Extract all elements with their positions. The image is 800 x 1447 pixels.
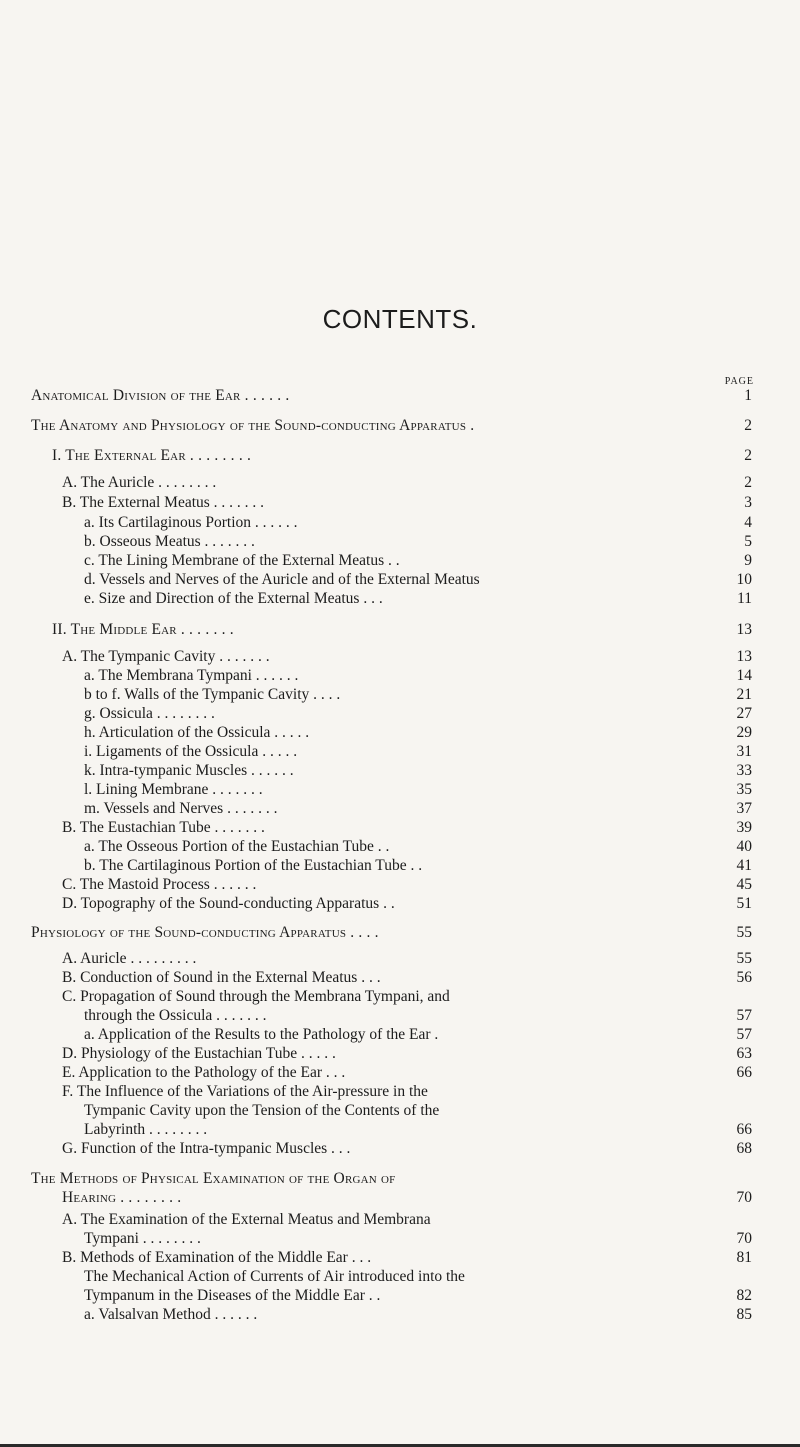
toc-entry-label: through the Ossicula . . . . . . .: [84, 1007, 267, 1024]
toc-entry-page: 3: [744, 494, 752, 511]
toc-entry-page: 2: [744, 474, 752, 491]
toc-entry-label: Anatomical Division of the Ear . . . . . .: [31, 387, 290, 404]
toc-entry-page: 2: [744, 417, 752, 434]
toc-entry: [0, 875, 800, 895]
toc-entry: [0, 780, 800, 800]
toc-entry: [0, 589, 800, 609]
toc-entry: [0, 666, 800, 686]
toc-entry-label: A. The Examination of the External Meatus and Membrana: [62, 1211, 431, 1228]
toc-entry-label: B. The Eustachian Tube . . . . . . .: [62, 819, 265, 836]
toc-entry-page: 57: [736, 1007, 752, 1024]
toc-entry-page: 70: [736, 1189, 752, 1206]
toc-entry: [0, 532, 800, 552]
toc-entry-page: 41: [736, 857, 752, 874]
toc-entry-page: 37: [736, 800, 752, 817]
toc-entry: [0, 1305, 800, 1325]
toc-entry-page: 33: [736, 762, 752, 779]
toc-entry-page: 21: [736, 686, 752, 703]
toc-entry: [0, 513, 800, 533]
toc-entry-page: 66: [736, 1121, 752, 1138]
toc-entry: [0, 1286, 800, 1306]
toc-entry-page: 55: [736, 924, 752, 941]
page-title: CONTENTS.: [322, 304, 478, 334]
toc-entry: [0, 1082, 800, 1102]
toc-entry-label: h. Articulation of the Ossicula . . . . .: [84, 724, 310, 741]
toc-entry-page: 11: [737, 590, 752, 607]
toc-entry-label: Hearing . . . . . . . .: [62, 1189, 182, 1206]
toc-entry-label: c. The Lining Membrane of the External Meatus . .: [84, 552, 400, 569]
toc-entry: [0, 894, 800, 914]
toc-entry-label: A. Auricle . . . . . . . . .: [62, 950, 197, 967]
toc-entry-label: D. Physiology of the Eustachian Tube . . . . .: [62, 1045, 336, 1062]
toc-entry-label: B. Conduction of Sound in the External Meatus . . .: [62, 969, 381, 986]
toc-entry-page: 82: [736, 1287, 752, 1304]
toc-entry: [0, 923, 800, 943]
toc-entry: [0, 818, 800, 838]
toc-entry: [0, 1248, 800, 1268]
toc-entry-page: 63: [736, 1045, 752, 1062]
toc-entry-page: 13: [736, 648, 752, 665]
toc-entry: [0, 473, 800, 493]
toc-entry-label: Tympanic Cavity upon the Tension of the Contents of the: [84, 1102, 440, 1119]
toc-entry: [0, 1006, 800, 1026]
toc-entry: [0, 837, 800, 857]
toc-entry-label: I. The External Ear . . . . . . . .: [52, 447, 252, 464]
toc-entry: [0, 446, 800, 466]
toc-entry-page: 45: [736, 876, 752, 893]
toc-entry-label: i. Ligaments of the Ossicula . . . . .: [84, 743, 298, 760]
toc-entry-label: d. Vessels and Nerves of the Auricle and of the External Meatus: [84, 571, 480, 588]
toc-entry: [0, 647, 800, 667]
toc-entry: [0, 1188, 800, 1208]
page-column-label: PAGE: [724, 376, 754, 387]
toc-entry: [0, 1210, 800, 1230]
toc-entry: [0, 570, 800, 590]
toc-entry-page: 70: [736, 1230, 752, 1247]
toc-entry-page: 85: [736, 1306, 752, 1323]
toc-entry: [0, 761, 800, 781]
toc-entry-page: 31: [736, 743, 752, 760]
toc-entry-label: Physiology of the Sound-conducting Apparatus . . . .: [31, 924, 379, 941]
toc-entry: [0, 799, 800, 819]
toc-entry: [0, 493, 800, 513]
toc-entry-label: C. Propagation of Sound through the Membrana Tympani, and: [62, 988, 450, 1005]
toc-entry-page: 66: [736, 1064, 752, 1081]
toc-entry-label: m. Vessels and Nerves . . . . . . .: [84, 800, 278, 817]
toc-entry-page: 35: [736, 781, 752, 798]
toc-entry-page: 9: [744, 552, 752, 569]
toc-entry-label: The Anatomy and Physiology of the Sound-conducting Apparatus .: [31, 417, 475, 434]
toc-entry-label: The Mechanical Action of Currents of Air introduced into the: [84, 1268, 465, 1285]
toc-entry-label: b. Osseous Meatus . . . . . . .: [84, 533, 255, 550]
toc-entry-page: 5: [744, 533, 752, 550]
toc-entry-page: 14: [736, 667, 752, 684]
toc-entry: [0, 1101, 800, 1121]
toc-entry-label: a. Its Cartilaginous Portion . . . . . .: [84, 514, 298, 531]
toc-entry: [0, 416, 800, 436]
toc-entry-page: 39: [736, 819, 752, 836]
toc-entry: [0, 968, 800, 988]
toc-entry-page: 4: [744, 514, 752, 531]
toc-entry: [0, 1267, 800, 1287]
toc-entry-label: a. Application of the Results to the Pathology of the Ear .: [84, 1026, 439, 1043]
toc-entry: [0, 386, 800, 406]
toc-entry: [0, 620, 800, 640]
toc-entry: [0, 742, 800, 762]
toc-entry-label: Tympani . . . . . . . .: [84, 1230, 201, 1247]
toc-entry-page: 1: [744, 387, 752, 404]
toc-entry-label: The Methods of Physical Examination of the Organ of: [31, 1170, 396, 1187]
toc-entry: [0, 1120, 800, 1140]
toc-entry-page: 57: [736, 1026, 752, 1043]
toc-entry-label: Tympanum in the Diseases of the Middle Ear . .: [84, 1287, 381, 1304]
toc-entry-page: 56: [736, 969, 752, 986]
toc-entry: [0, 1063, 800, 1083]
toc-entry-label: A. The Tympanic Cavity . . . . . . .: [62, 648, 270, 665]
toc-entry-label: II. The Middle Ear . . . . . . .: [52, 621, 234, 638]
toc-entry-label: b. The Cartilaginous Portion of the Eustachian Tube . .: [84, 857, 423, 874]
toc-entry-label: D. Topography of the Sound-conducting Apparatus . .: [62, 895, 395, 912]
toc-entry-label: A. The Auricle . . . . . . . .: [62, 474, 217, 491]
toc-entry: [0, 551, 800, 571]
toc-entry-label: b to f. Walls of the Tympanic Cavity . . . .: [84, 686, 341, 703]
toc-entry-label: l. Lining Membrane . . . . . . .: [84, 781, 263, 798]
toc-entry-label: B. Methods of Examination of the Middle Ear . . .: [62, 1249, 372, 1266]
toc-entry-page: 55: [736, 950, 752, 967]
toc-entry-page: 10: [736, 571, 752, 588]
toc-entry-label: g. Ossicula . . . . . . . .: [84, 705, 215, 722]
toc-entry-page: 2: [744, 447, 752, 464]
toc-entry-label: C. The Mastoid Process . . . . . .: [62, 876, 257, 893]
toc-entry-label: a. The Membrana Tympani . . . . . .: [84, 667, 299, 684]
toc-entry: [0, 856, 800, 876]
toc-entry-page: 27: [736, 705, 752, 722]
toc-entry-label: E. Application to the Pathology of the Ear . . .: [62, 1064, 346, 1081]
toc-entry-label: a. Valsalvan Method . . . . . .: [84, 1306, 258, 1323]
toc-entry: [0, 1169, 800, 1189]
toc-entry-label: e. Size and Direction of the External Meatus . . .: [84, 590, 383, 607]
toc-entry-label: F. The Influence of the Variations of the Air-pressure in the: [62, 1083, 428, 1100]
toc-entry-label: B. The External Meatus . . . . . . .: [62, 494, 265, 511]
toc-entry: [0, 987, 800, 1007]
toc-entry-label: G. Function of the Intra-tympanic Muscles . . .: [62, 1140, 351, 1157]
toc-entry: [0, 1025, 800, 1045]
toc-entry: [0, 685, 800, 705]
toc-entry: [0, 949, 800, 969]
toc-entry: [0, 1044, 800, 1064]
toc-entry-page: 29: [736, 724, 752, 741]
toc-entry-page: 81: [736, 1249, 752, 1266]
toc-entry-page: 51: [736, 895, 752, 912]
toc-entry: [0, 723, 800, 743]
toc-entry-page: 40: [736, 838, 752, 855]
toc-entry-page: 13: [736, 621, 752, 638]
toc-entry: [0, 1139, 800, 1159]
toc-entry-label: k. Intra-tympanic Muscles . . . . . .: [84, 762, 294, 779]
toc-entry-label: Labyrinth . . . . . . . .: [84, 1121, 208, 1138]
toc-entry: [0, 704, 800, 724]
toc-entry-label: a. The Osseous Portion of the Eustachian Tube . .: [84, 838, 390, 855]
toc-entry: [0, 1229, 800, 1249]
toc-entry-page: 68: [736, 1140, 752, 1157]
